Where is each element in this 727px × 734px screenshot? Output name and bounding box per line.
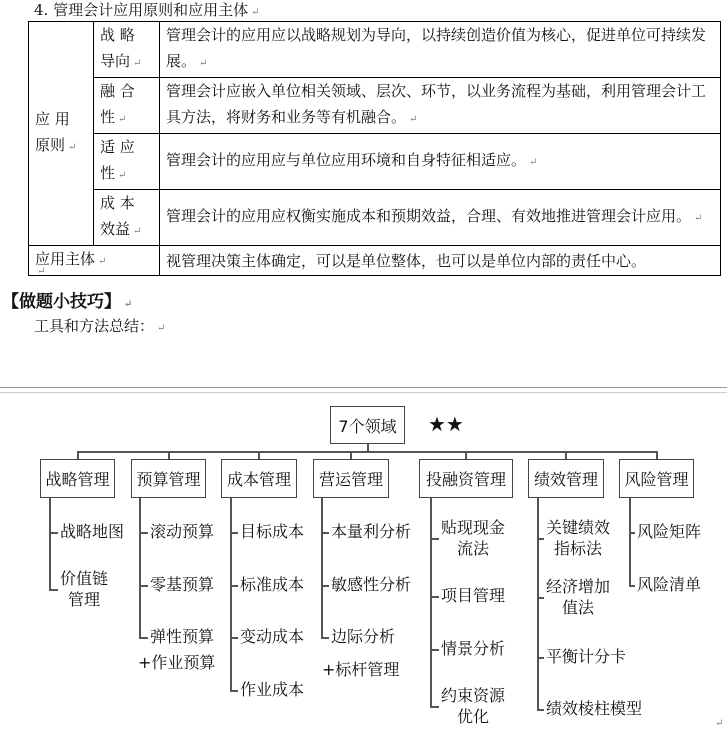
spine-line bbox=[49, 498, 51, 589]
tool-item: 战略地图 bbox=[60, 522, 125, 541]
branch-line bbox=[430, 706, 439, 708]
branch-line bbox=[321, 532, 329, 534]
branch-line bbox=[49, 532, 58, 534]
branch-line bbox=[230, 532, 238, 534]
tool-item: 滚动预算 bbox=[150, 522, 215, 541]
tool-item: 零基预算 bbox=[150, 575, 215, 594]
extra-tool-item: +作业预算 bbox=[138, 653, 216, 672]
branch-line bbox=[430, 596, 439, 598]
branch-line bbox=[430, 538, 439, 540]
tool-item: 标准成本 bbox=[240, 575, 305, 594]
area-node: 风险管理 bbox=[619, 459, 694, 498]
tool-item: 本量利分析 bbox=[331, 522, 412, 541]
page-break-line bbox=[0, 387, 727, 388]
branch-line bbox=[537, 709, 544, 711]
principle-desc: 管理会计的应用应与单位应用环境和自身特征相适应。 ↵ bbox=[160, 134, 721, 190]
spine-line bbox=[430, 498, 432, 706]
area-node: 投融资管理 bbox=[419, 459, 513, 498]
branch-line bbox=[537, 657, 544, 659]
branch-line bbox=[321, 585, 329, 587]
branch-line bbox=[139, 637, 148, 639]
spine-line bbox=[537, 498, 539, 709]
principles-table bbox=[28, 21, 721, 276]
area-node: 营运管理 bbox=[313, 459, 389, 498]
branch-line bbox=[629, 585, 635, 587]
branch-line bbox=[537, 538, 544, 540]
paragraph-mark: ↵ bbox=[37, 266, 46, 277]
spine-line bbox=[321, 498, 323, 637]
tool-item: 贴现现金 流法 bbox=[441, 518, 506, 558]
tool-item: 平衡计分卡 bbox=[546, 647, 627, 666]
area-node: 绩效管理 bbox=[528, 459, 604, 498]
tool-item: 绩效棱柱模型 bbox=[546, 699, 643, 718]
principle-name: 成 本 效益 ↵ bbox=[94, 190, 160, 246]
tool-item: 价值链 管理 bbox=[60, 569, 109, 609]
branch-line bbox=[230, 585, 238, 587]
branch-line bbox=[430, 649, 439, 651]
tips-title: 【做题小技巧】 ↵ bbox=[2, 292, 133, 312]
branch-line bbox=[49, 589, 58, 591]
paragraph-mark: ↵ bbox=[715, 718, 724, 729]
branch-line bbox=[537, 597, 544, 599]
tool-item: 项目管理 bbox=[441, 586, 506, 605]
spine-line bbox=[629, 498, 631, 585]
principle-name: 融 合 性 ↵ bbox=[94, 78, 160, 134]
principle-name: 适 应 性 ↵ bbox=[94, 134, 160, 190]
tips-text: 工具和方法总结： ↵ bbox=[34, 317, 166, 335]
principle-name: 战 略 导向 ↵ bbox=[94, 22, 160, 78]
tool-item: 弹性预算 bbox=[150, 627, 215, 646]
branch-line bbox=[629, 532, 635, 534]
tool-item: 风险矩阵 bbox=[637, 522, 702, 541]
importance-stars: ★★ bbox=[428, 412, 464, 436]
extra-tool-item: +标杆管理 bbox=[322, 660, 400, 679]
section-heading: 4. 管理会计应用原则和应用主体 ↵ bbox=[34, 1, 260, 19]
spine-line bbox=[139, 498, 141, 637]
branch-line bbox=[230, 637, 238, 639]
page-break-line bbox=[0, 392, 727, 393]
principle-desc: 管理会计应嵌入单位相关领域、层次、环节，以业务流程为基础，利用管理会计工具方法，将财务和业务等有机融合。 ↵ bbox=[160, 78, 721, 134]
tool-item: 作业成本 bbox=[240, 680, 305, 699]
tool-item: 约束资源 优化 bbox=[441, 686, 506, 726]
tool-item: 目标成本 bbox=[240, 522, 305, 541]
subject-desc: 视管理决策主体确定，可以是单位整体，也可以是单位内部的责任中心。 bbox=[160, 246, 721, 276]
area-node: 战略管理 bbox=[40, 459, 115, 498]
principle-desc: 管理会计的应用应权衡实施成本和预期效益，合理、有效地推进管理会计应用。 ↵ bbox=[160, 190, 721, 246]
subject-label: 应用主体 ↵ bbox=[29, 246, 160, 276]
tool-item: 边际分析 bbox=[331, 627, 396, 646]
principle-label-cell: 应 用 原则 ↵ bbox=[29, 22, 94, 246]
bus-line bbox=[77, 451, 658, 453]
branch-line bbox=[139, 585, 148, 587]
area-node: 成本管理 bbox=[221, 459, 297, 498]
tool-item: 变动成本 bbox=[240, 627, 305, 646]
area-node: 预算管理 bbox=[131, 459, 206, 498]
tool-item: 敏感性分析 bbox=[331, 575, 412, 594]
principle-desc: 管理会计的应用应以战略规划为导向，以持续创造价值为核心，促进单位可持续发展。 ↵ bbox=[160, 22, 721, 78]
branch-line bbox=[230, 690, 238, 692]
tool-item: 情景分析 bbox=[441, 639, 506, 658]
spine-line bbox=[230, 498, 232, 690]
branch-line bbox=[321, 637, 329, 639]
branch-line bbox=[139, 532, 148, 534]
root-node: 7个领域 bbox=[330, 406, 405, 444]
tool-item: 经济增加 值法 bbox=[546, 577, 611, 617]
tool-item: 风险清单 bbox=[637, 575, 702, 594]
tool-item: 关键绩效 指标法 bbox=[546, 518, 611, 558]
